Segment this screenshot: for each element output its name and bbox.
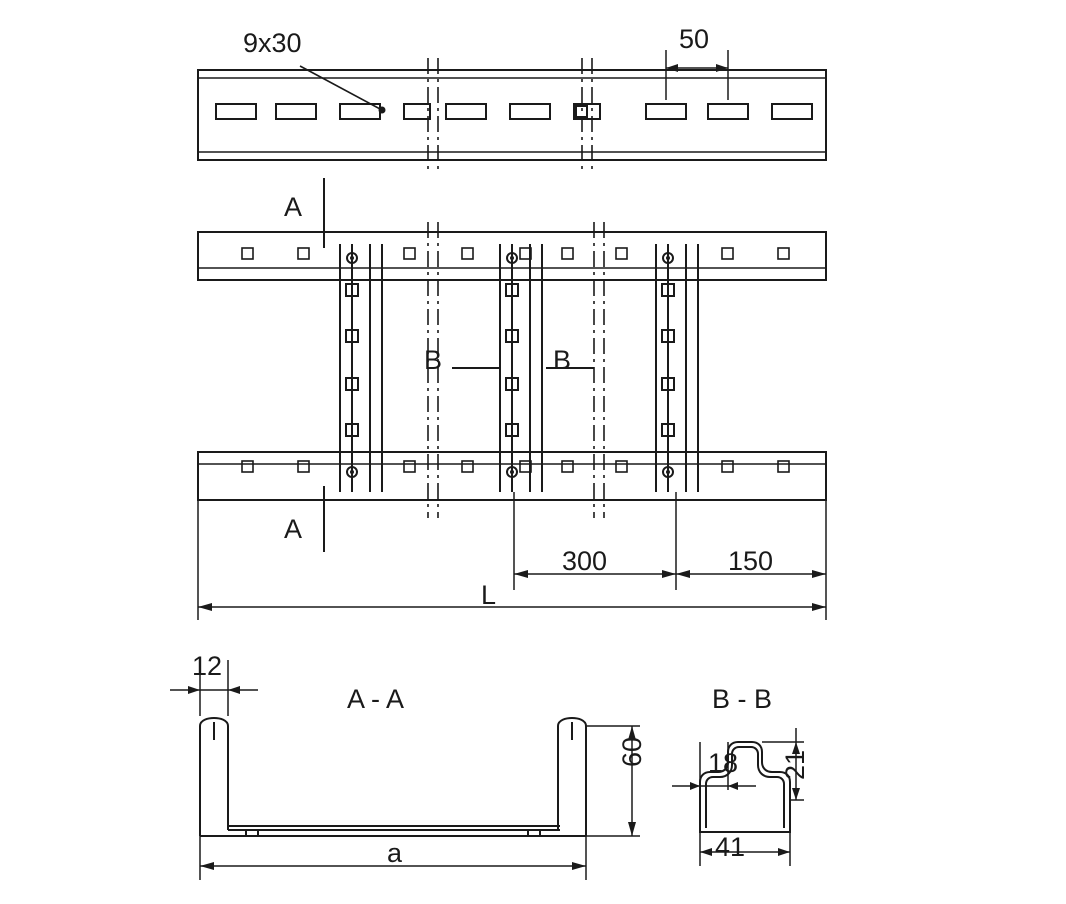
label-dim-21: 21 bbox=[780, 749, 810, 780]
label-section-mark-a-bottom: A bbox=[284, 514, 303, 544]
label-dim-50: 50 bbox=[679, 24, 710, 54]
label-section-mark-a-top: A bbox=[284, 192, 303, 222]
rung-2 bbox=[500, 244, 542, 492]
side-rail-outline bbox=[198, 70, 826, 160]
label-dim-41: 41 bbox=[715, 832, 746, 862]
label-dim-12: 12 bbox=[192, 651, 223, 681]
label-hole-size: 9x30 bbox=[243, 28, 302, 58]
label-section-mark-b-right: B bbox=[553, 345, 572, 375]
label-dim-60: 60 bbox=[617, 736, 647, 767]
centerline-plan-2 bbox=[594, 222, 604, 518]
section-aa-profile bbox=[200, 718, 586, 836]
label-section-aa: A - A bbox=[347, 684, 405, 714]
label-dim-300: 300 bbox=[562, 546, 608, 576]
rung-1 bbox=[340, 244, 382, 492]
label-dim-a: a bbox=[387, 838, 403, 868]
label-section-bb: B - B bbox=[712, 684, 773, 714]
side-rail-slots bbox=[216, 104, 812, 119]
label-dim-length: L bbox=[481, 580, 497, 610]
plan-lower-fixings bbox=[242, 461, 789, 472]
label-dim-150: 150 bbox=[728, 546, 774, 576]
rung-3 bbox=[656, 244, 698, 492]
label-dim-18: 18 bbox=[708, 748, 739, 778]
label-section-mark-b-left: B bbox=[424, 345, 443, 375]
dim-50 bbox=[666, 50, 728, 100]
